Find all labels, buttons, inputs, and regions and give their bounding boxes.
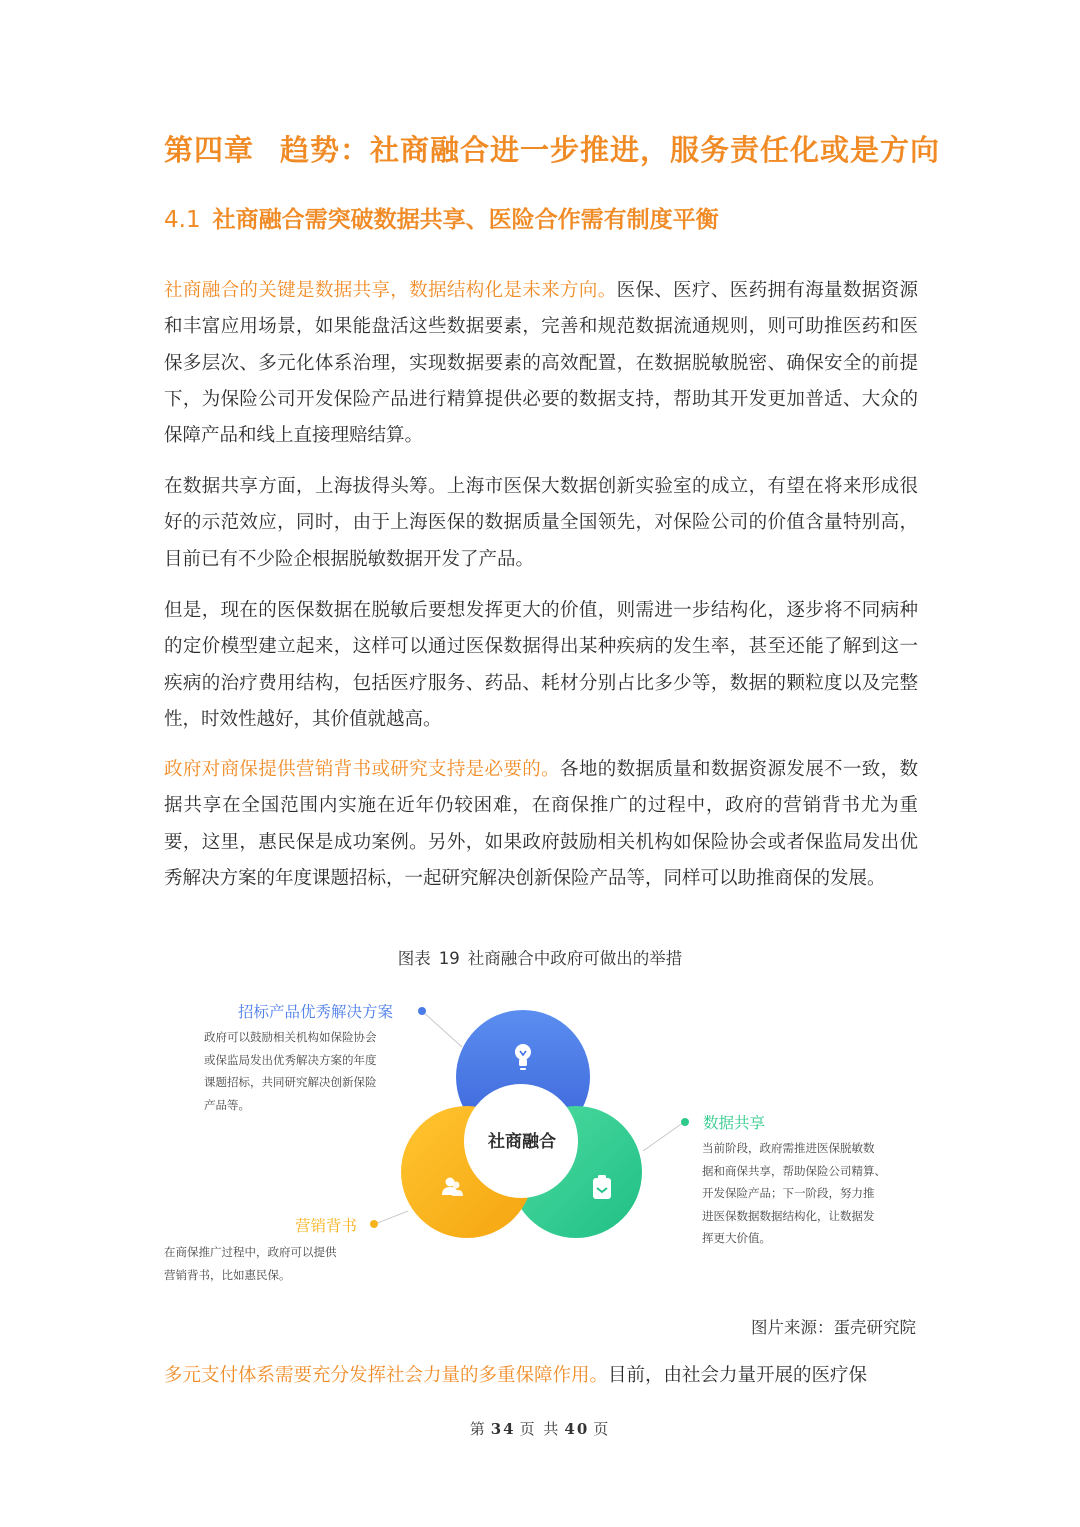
note-line: 当前阶段，政府需推进医保脱敏数 [702,1141,875,1155]
note-line: 进医保数据数据结构化，让数据发 [702,1208,875,1223]
footer-middle: 页 共 [519,1420,561,1438]
item-body-tender [204,1026,404,1116]
section-title-text: 社商融合需突破数据共享、医险合作需有制度平衡 [212,207,719,233]
note-line: 在商保推广过程中，政府可以提供 [164,1245,337,1259]
paragraph [164,273,918,454]
item-body-marketing [164,1241,364,1286]
paragraph-highlight: 多元支付体系需要充分发挥社会力量的多重保障作用。 [164,1365,609,1386]
page-total: 40 [564,1420,590,1438]
chapter-number: 第四章 [164,133,255,167]
dot-blue [418,1007,426,1015]
chapter-title [164,128,964,169]
chapter-title-text: 趋势：社商融合进一步推进，服务责任化或是方向 [280,133,941,167]
footer-prefix: 第 [469,1420,487,1438]
section-title [164,201,719,234]
paragraph-highlight: 社商融合的关键是数据共享，数据结构化是未来方向。 [164,280,617,301]
item-title-data-sharing: 数据共享 [703,1114,766,1132]
center-label: 社商融合 [488,1132,556,1152]
venn-diagram-graphic [0,985,1080,1305]
note-line: 挥更大价值。 [702,1231,771,1245]
figure-number: 19 [438,949,460,968]
paragraph-text: 医保、医疗、医药拥有海量数据资源和丰富应用场景，如果能盘活这些数据要素，完善和规范数据流通规则，则可助推医药和医保多层次、多元化体系治理，实现数据要素的高效配置，在数据脱敏脱密、确保安全的前提下，为保险公司开发保险产品进行精算提供必要的数据支持，帮助其开发更加普适、大众的保障产品和线上直接理赔结算。 [164,280,918,447]
item-title-tender: 招标产品优秀解决方案 [238,1003,394,1021]
footer-suffix: 页 [593,1420,611,1438]
paragraph [164,469,918,578]
figure-source: 图片来源：蛋壳研究院 [751,1318,916,1337]
clipboard-icon [593,1175,611,1199]
paragraph [164,1358,918,1394]
item-title-marketing: 营销背书 [295,1217,358,1235]
venn-diagram [0,985,1080,1305]
note-line: 营销背书，比如惠民保。 [164,1267,291,1282]
section-number: 4.1 [164,207,201,233]
note-line: 产品等。 [204,1097,250,1112]
figure-label: 图表 [397,949,431,968]
note-line: 政府可以鼓励相关机构如保险协会 [204,1030,377,1044]
paragraph-text: 各地的数据质量和数据资源发展不一致，数据共享在全国范围内实施在近年仍较困难，在商保推广的过程中，政府的营销背书尤为重要，这里，惠民保是成功案例。另外，如果政府鼓励相关机构如保险协会或者保监局发出优秀解决方案的年度课题招标，一起研究解决创新保险产品等，同样可以助推商保的发展。 [164,759,918,889]
page-number: 34 [490,1420,516,1438]
figure-title: 社商融合中政府可做出的举措 [467,949,683,968]
paragraph-text: 在数据共享方面，上海拔得头筹。上海市医保大数据创新实验室的成立，有望在将来形成很好的示范效应，同时，由于上海医保的数据质量全国领先，对保险公司的价值含量特别高，目前已有不少险企根据脱敏数据开发了产品。 [164,476,918,570]
dot-yellow [370,1220,378,1228]
figure-caption [0,945,1080,969]
paragraph [164,593,918,738]
paragraph-text: 但是，现在的医保数据在脱敏后要想发挥更大的价值，则需进一步结构化，逐步将不同病种的定价模型建立起来，这样可以通过医保数据得出某种疾病的发生率，甚至还能了解到这一疾病的治疗费用结构，包括医疗服务、药品、耗材分别占比多少等，数据的颗粒度以及完整性，时效性越好，其价值就越高。 [164,600,918,730]
note-line: 或保监局发出优秀解决方案的年度 [204,1052,377,1067]
item-body-data-sharing [702,1137,912,1250]
page-footer [0,1418,1080,1439]
note-line: 课题招标，共同研究解决创新保险 [204,1075,377,1089]
note-line: 开发保险产品；下一阶段，努力推 [702,1186,875,1200]
paragraph-text: 目前，由社会力量开展的医疗保 [608,1365,868,1386]
note-line: 据和商保共享，帮助保险公司精算、 [702,1163,886,1178]
paragraph-highlight: 政府对商保提供营销背书或研究支持是必要的。 [164,759,561,780]
dot-green [681,1118,689,1126]
paragraph [164,752,918,897]
